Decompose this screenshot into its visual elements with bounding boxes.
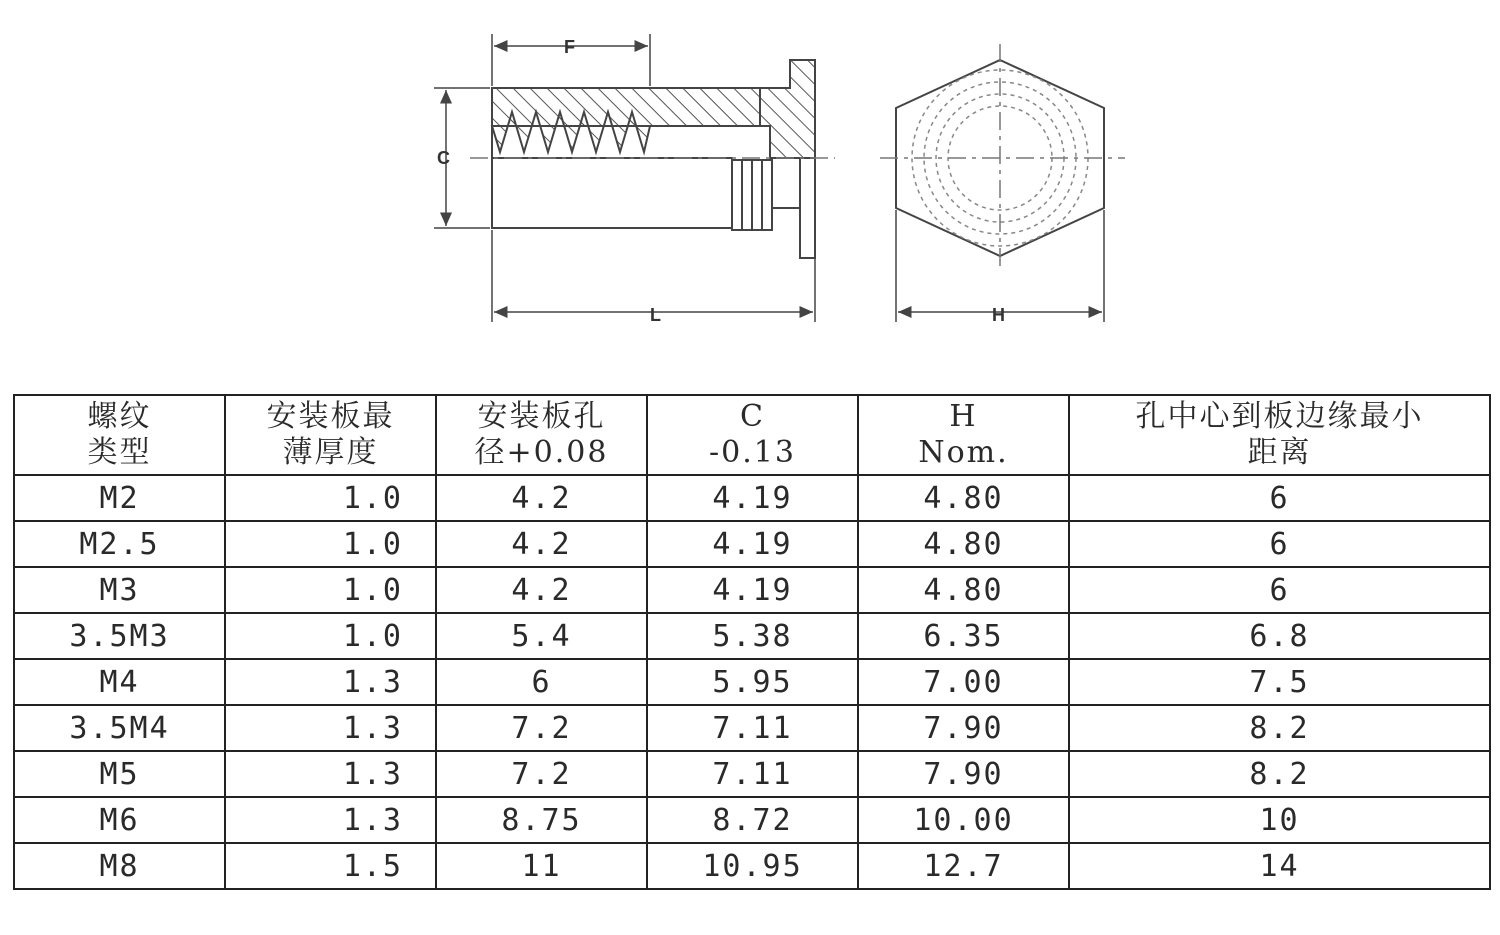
h-cell: 4.80 (858, 521, 1069, 567)
thickness-cell: 1.3 (225, 659, 436, 705)
table-row (14, 705, 1490, 751)
edge-distance-cell: 6 (1069, 567, 1490, 613)
hole-cell: 11 (436, 843, 647, 889)
c-cell: 4.19 (647, 567, 858, 613)
hole-cell: 7.2 (436, 751, 647, 797)
table-row (14, 613, 1490, 659)
thickness-cell: 1.3 (225, 705, 436, 751)
hole-cell: 8.75 (436, 797, 647, 843)
thread-cell: M6 (14, 797, 225, 843)
edge-distance-cell: 6 (1069, 521, 1490, 567)
thickness-cell: 1.0 (225, 613, 436, 659)
header-min-edge-distance: 孔中心到板边缘最小 距离 (1069, 395, 1490, 475)
header-mounting-hole-diameter: 安装板孔 径+0.08 (436, 395, 647, 475)
hole-cell: 7.2 (436, 705, 647, 751)
edge-distance-cell: 8.2 (1069, 705, 1490, 751)
hole-cell: 4.2 (436, 475, 647, 521)
hole-cell: 5.4 (436, 613, 647, 659)
thickness-cell: 1.0 (225, 475, 436, 521)
c-cell: 8.72 (647, 797, 858, 843)
table-header-row (14, 395, 1490, 475)
c-cell: 4.19 (647, 475, 858, 521)
thread-cell: 3.5M4 (14, 705, 225, 751)
technical-drawing (0, 0, 1500, 370)
hex-end-view (880, 44, 1125, 272)
h-cell: 7.90 (858, 751, 1069, 797)
thickness-cell: 1.3 (225, 751, 436, 797)
table-row (14, 567, 1490, 613)
c-cell: 7.11 (647, 751, 858, 797)
table-row (14, 659, 1490, 705)
thickness-cell: 1.0 (225, 567, 436, 613)
c-cell: 5.95 (647, 659, 858, 705)
edge-distance-cell: 10 (1069, 797, 1490, 843)
header-thread-type: 螺纹 类型 (14, 395, 225, 475)
side-section-view (470, 60, 835, 258)
edge-distance-cell: 7.5 (1069, 659, 1490, 705)
h-cell: 10.00 (858, 797, 1069, 843)
dimension-f-label: F (564, 37, 575, 57)
edge-distance-cell: 6 (1069, 475, 1490, 521)
spec-table (13, 394, 1491, 890)
c-cell: 4.19 (647, 521, 858, 567)
header-h: H Nom. (858, 395, 1069, 475)
thread-cell: M8 (14, 843, 225, 889)
thickness-cell: 1.5 (225, 843, 436, 889)
h-cell: 6.35 (858, 613, 1069, 659)
header-min-sheet-thickness: 安装板最 薄厚度 (225, 395, 436, 475)
h-cell: 4.80 (858, 567, 1069, 613)
hole-cell: 4.2 (436, 567, 647, 613)
thread-cell: M2.5 (14, 521, 225, 567)
edge-distance-cell: 14 (1069, 843, 1490, 889)
h-cell: 7.00 (858, 659, 1069, 705)
edge-distance-cell: 6.8 (1069, 613, 1490, 659)
c-cell: 10.95 (647, 843, 858, 889)
table-row (14, 751, 1490, 797)
h-cell: 4.80 (858, 475, 1069, 521)
h-cell: 7.90 (858, 705, 1069, 751)
dimension-c-label: C (437, 148, 450, 168)
thickness-cell: 1.3 (225, 797, 436, 843)
thread-cell: 3.5M3 (14, 613, 225, 659)
c-cell: 7.11 (647, 705, 858, 751)
h-cell: 12.7 (858, 843, 1069, 889)
thread-cell: M4 (14, 659, 225, 705)
c-cell: 5.38 (647, 613, 858, 659)
table-row (14, 521, 1490, 567)
edge-distance-cell: 8.2 (1069, 751, 1490, 797)
dimension-h-label: H (992, 305, 1005, 325)
dimension-l-label: L (650, 305, 661, 325)
thickness-cell: 1.0 (225, 521, 436, 567)
hole-cell: 6 (436, 659, 647, 705)
thread-cell: M5 (14, 751, 225, 797)
thread-cell: M2 (14, 475, 225, 521)
table-row (14, 797, 1490, 843)
table-row (14, 475, 1490, 521)
thread-cell: M3 (14, 567, 225, 613)
hole-cell: 4.2 (436, 521, 647, 567)
table-row (14, 843, 1490, 889)
header-c: C -0.13 (647, 395, 858, 475)
